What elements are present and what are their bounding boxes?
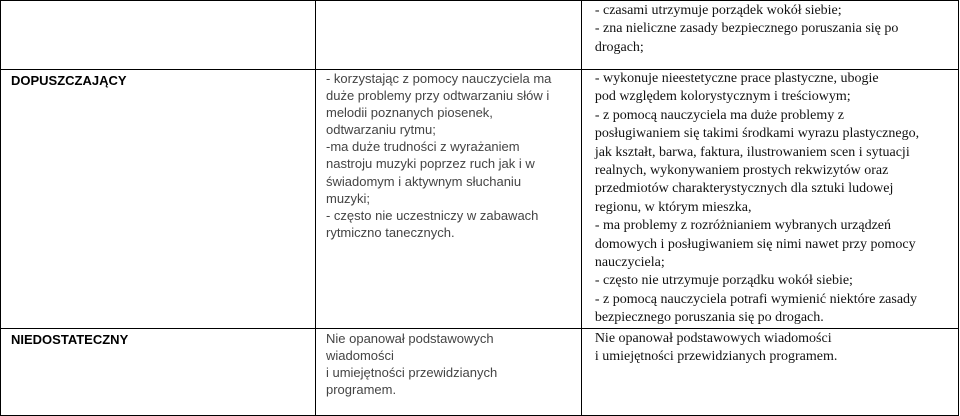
music-criteria-line: -ma duże trudności z wyrażaniem bbox=[325, 139, 520, 155]
art-criteria-line: przedmiotów charakterystycznych dla sztuki ludowej bbox=[594, 181, 894, 197]
music-criteria-text bbox=[316, 329, 581, 398]
grade-label bbox=[1, 1, 315, 5]
art-criteria-line: regionu, w którym mieszka, bbox=[594, 199, 752, 215]
art-criteria-line: - często nie utrzymuje porządku wokół siebie; bbox=[594, 273, 853, 289]
art-criteria-text bbox=[582, 329, 958, 367]
grade-label: NIEDOSTATECZNY bbox=[11, 331, 129, 347]
art-criteria-cell bbox=[581, 70, 958, 329]
art-criteria-line: - z pomocą nauczyciela ma duże problemy z bbox=[594, 107, 844, 123]
music-criteria-text bbox=[316, 70, 581, 241]
art-criteria-line: i umiejętności przewidzianych programem. bbox=[594, 349, 838, 365]
art-criteria-line: nauczyciela; bbox=[594, 255, 665, 271]
art-criteria-line: Nie opanował podstawowych wiadomości bbox=[594, 330, 832, 346]
grade-label-cell bbox=[1, 1, 316, 70]
music-criteria-line: - często nie uczestniczy w zabawach bbox=[325, 207, 539, 223]
music-criteria-line: programem. bbox=[325, 381, 397, 397]
music-criteria-line: i umiejętności przewidzianych bbox=[325, 364, 498, 380]
art-criteria-line: domowych i posługiwaniem się nimi nawet przy pomocy bbox=[594, 236, 916, 252]
art-criteria-line: bezpiecznego poruszania się po drogach. bbox=[594, 310, 824, 326]
music-criteria-line: rytmiczno tanecznych. bbox=[325, 224, 455, 240]
art-criteria-line: - czasami utrzymuje porządek wokół siebie; bbox=[594, 3, 842, 18]
art-criteria-line: drogach; bbox=[594, 39, 644, 55]
grade-label: DOPUSZCZAJĄCY bbox=[11, 73, 127, 88]
table-row bbox=[1, 1, 959, 70]
music-criteria-line: muzyki; bbox=[325, 190, 371, 206]
art-criteria-text bbox=[582, 70, 958, 328]
art-criteria-line: jak kształt, barwa, faktura, ilustrowaniem scen i sytuacji bbox=[594, 144, 910, 160]
music-criteria-cell bbox=[315, 328, 581, 415]
grade-label-cell bbox=[1, 70, 316, 329]
table-row bbox=[1, 328, 959, 415]
art-criteria-cell bbox=[581, 1, 958, 70]
music-criteria-line: wiadomości bbox=[325, 347, 394, 363]
art-criteria-line: pod względem kolorystycznym i treściowym; bbox=[594, 89, 851, 105]
music-criteria-line: melodii poznanych piosenek, bbox=[325, 105, 493, 121]
table-row bbox=[1, 70, 959, 329]
art-criteria-line: - z pomocą nauczyciela potrafi wymienić niektóre zasady bbox=[594, 291, 918, 307]
art-criteria-line: - ma problemy z rozróżnianiem wybranych urządzeń bbox=[594, 218, 892, 234]
art-criteria-text bbox=[582, 1, 958, 57]
grade-label-cell bbox=[1, 328, 316, 415]
art-criteria-line: - wykonuje nieestetyczne prace plastyczne, ubogie bbox=[594, 71, 879, 86]
music-criteria-line: - korzystając z pomocy nauczyciela ma bbox=[325, 71, 552, 86]
music-criteria-line: odtwarzaniu rytmu; bbox=[325, 122, 436, 138]
music-criteria-line: nastroju muzyki poprzez ruch jak i w bbox=[325, 156, 535, 172]
music-criteria-text bbox=[316, 1, 581, 4]
art-criteria-line: posługiwaniem się takimi środkami wyrazu plastycznego, bbox=[594, 126, 920, 142]
music-criteria-line: Nie opanował podstawowych bbox=[325, 330, 494, 346]
music-criteria-cell bbox=[315, 70, 581, 329]
art-criteria-cell bbox=[581, 328, 958, 415]
art-criteria-line: - zna nieliczne zasady bezpiecznego poruszania się po bbox=[594, 21, 899, 37]
music-criteria-line: duże problemy przy odtwarzaniu słów i bbox=[325, 88, 550, 104]
music-criteria-line: świadomym i aktywnym słuchaniu bbox=[325, 173, 522, 189]
music-criteria-cell bbox=[315, 1, 581, 70]
art-criteria-line: realnych, wykonywaniem prostych rekwizytów oraz bbox=[594, 163, 889, 179]
